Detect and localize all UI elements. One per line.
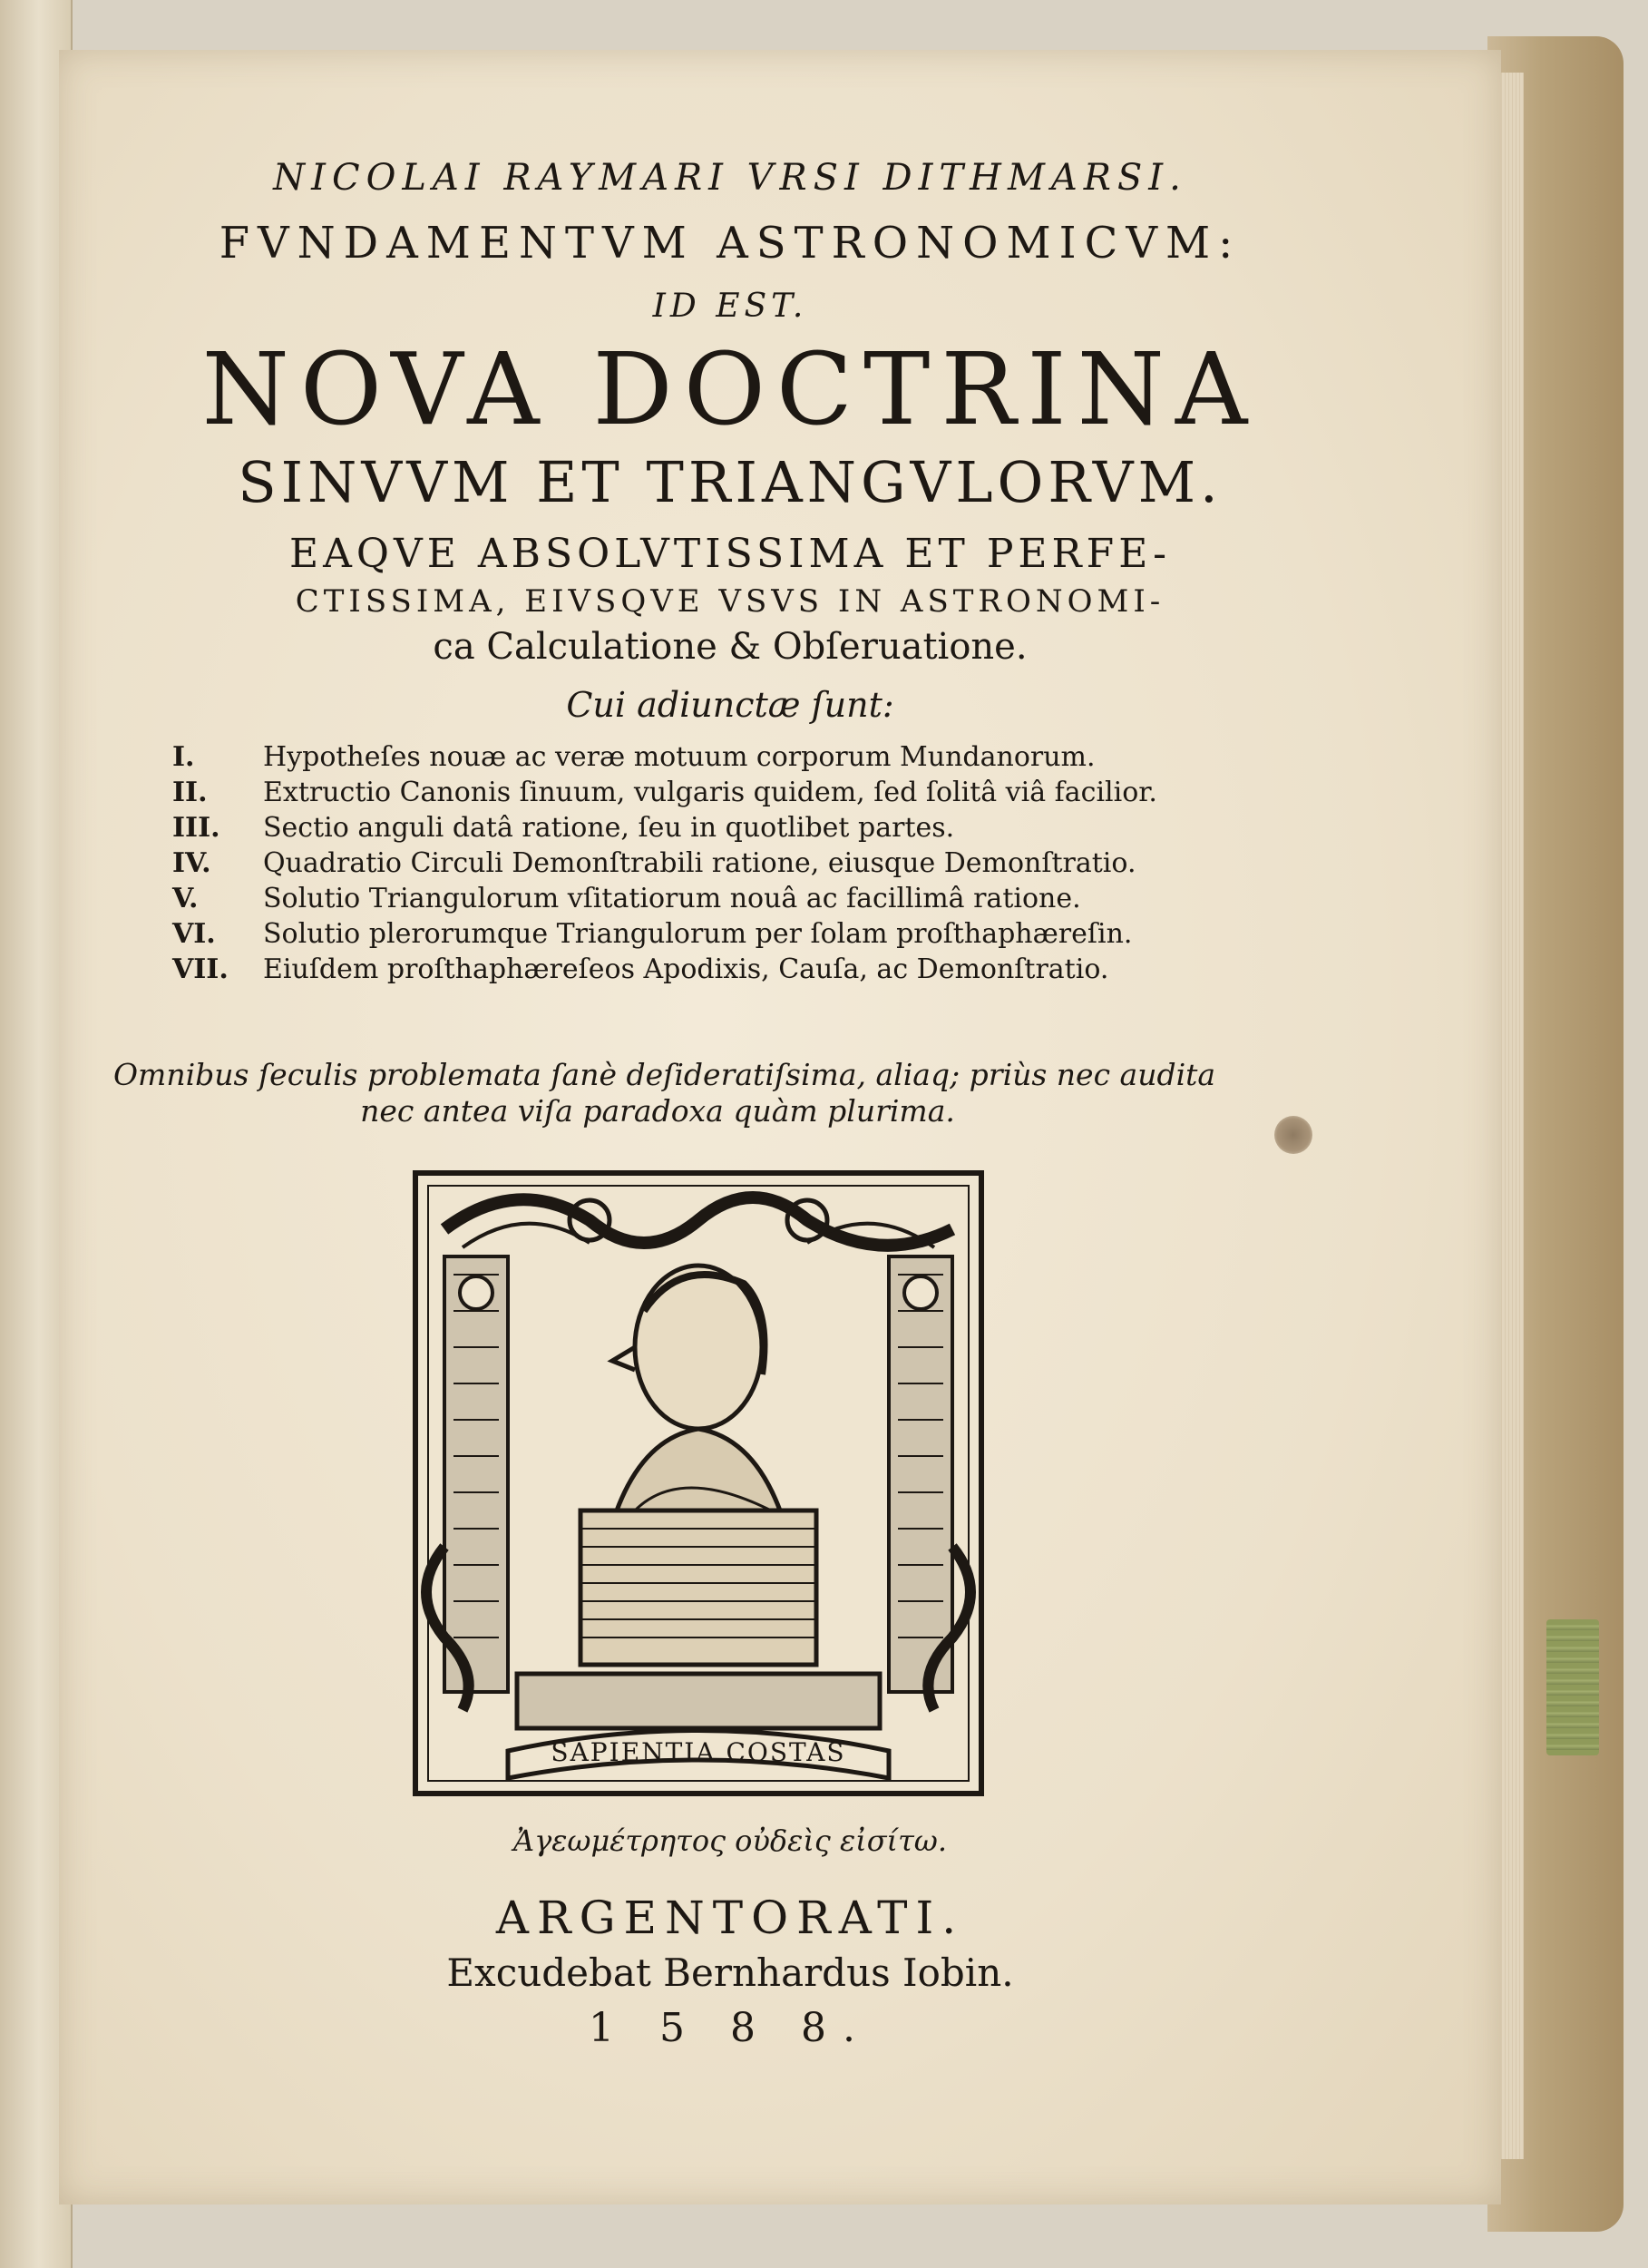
title-line-1: FVNDAMENTVM ASTRONOMICVM: [219, 218, 1242, 269]
item-number: II. [172, 777, 208, 808]
list-item [172, 881, 1351, 916]
greek-motto: Ἀγεωμέτρητος οὐδεὶς εἰσίτω. [512, 1823, 948, 1858]
list-item [172, 739, 1351, 775]
item-number: V. [172, 883, 199, 914]
item-number: IV. [172, 847, 211, 879]
list-item [172, 846, 1351, 881]
list-item [172, 916, 1351, 952]
item-text: Quadratio Circuli Demonſtrabili ratione, eiusque Demonſtratio. [263, 847, 1136, 879]
omnibus-line-1: Omnibus ſeculis problemata ſanè deſideratiſsima, aliaq; priùs nec audita [113, 1057, 1216, 1092]
imprint-city: ARGENTORATI. [495, 1892, 965, 1944]
woodcut-motto: SAPIENTIA COSTAS [551, 1737, 846, 1767]
imprint-printer: Excudebat Bernhardus Iobin. [446, 1950, 1014, 1995]
contents-heading: Cui adiunctæ ſunt: [566, 685, 894, 725]
item-text: Hypotheſes nouæ ac veræ motuum corporum Mundanorum. [263, 741, 1096, 773]
foxing-stain [1274, 1116, 1312, 1154]
id-est: ID EST. [652, 288, 808, 325]
woodcut-portrait [408, 1166, 989, 1801]
item-text: Sectio anguli datâ ratione, ſeu in quotlibet partes. [263, 812, 955, 844]
item-number: VII. [172, 953, 229, 985]
main-title: NOVA DOCTRINA [201, 331, 1259, 447]
author-line: NICOLAI RAYMARI VRSI DITHMARSI. [273, 157, 1187, 199]
item-number: I. [172, 741, 195, 773]
item-text: Extructio Canonis ſinuum, vulgaris quidem, ſed ſolitâ viâ facilior. [263, 777, 1157, 808]
list-item [172, 775, 1351, 810]
imprint-year: 1 5 8 8. [589, 2005, 872, 2051]
item-text: Solutio plerorumque Triangulorum per ſolam proſthaphæreſin. [263, 918, 1133, 950]
title-page [59, 50, 1501, 2204]
list-item [172, 952, 1351, 987]
title-line-3: SINVVM ET TRIANGVLORVM. [238, 449, 1223, 515]
subtitle-line-1: EAQVE ABSOLVTISSIMA ET PERFE- [288, 531, 1172, 577]
ribbon-bookmark [1546, 1619, 1599, 1755]
omnibus-line-2: nec antea viſa paradoxa quàm plurima. [360, 1093, 955, 1129]
item-text: Eiuſdem proſthaphæreſeos Apodixis, Cauſa, ac Demonſtratio. [263, 953, 1109, 985]
contents-list [172, 739, 1351, 987]
subtitle-line-2: CTISSIMA, EIVSQVE VSVS IN ASTRONOMI- [295, 583, 1165, 620]
item-text: Solutio Triangulorum vſitatiorum nouâ ac facillimâ ratione. [263, 883, 1081, 914]
item-number: VI. [172, 918, 216, 950]
item-number: III. [172, 812, 220, 844]
subtitle-line-3: ca Calculatione & Obſeruatione. [433, 626, 1028, 668]
list-item [172, 810, 1351, 846]
